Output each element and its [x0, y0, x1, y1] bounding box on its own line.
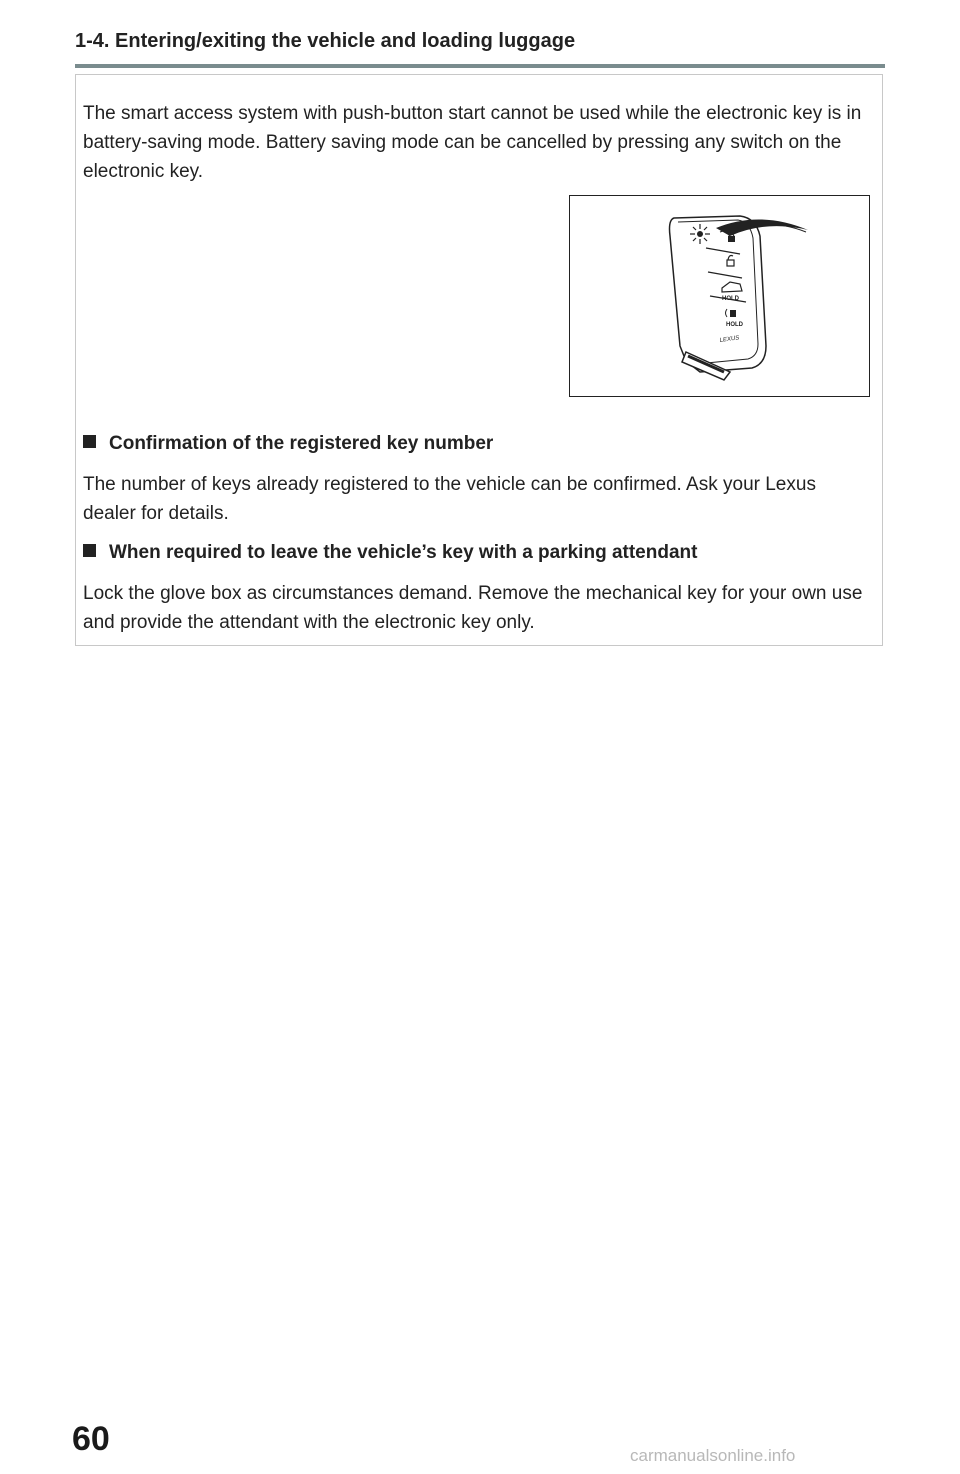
- electronic-key-figure: [569, 195, 870, 397]
- parking-attendant-paragraph: Lock the glove box as circumstances demand. Remove the mechanical key for your own use and provide the attendant with the electronic key only.: [83, 583, 863, 633]
- header-divider: [75, 64, 885, 68]
- subheading-registered-key-number: Confirmation of the registered key number: [83, 432, 873, 456]
- svg-text:LEXUS: LEXUS: [719, 335, 740, 344]
- subheading-parking-attendant: When required to leave the vehicle’s key with a parking attendant: [83, 541, 873, 565]
- battery-saving-paragraph: The smart access system with push-button start cannot be used while the electronic key is in battery-saving mode. Battery saving mode can be cancelled by pressing any switch on the electronic key.: [83, 103, 862, 182]
- svg-text:HOLD: HOLD: [722, 296, 739, 302]
- square-bullet-icon: [83, 544, 96, 557]
- electronic-key-icon: [570, 196, 868, 395]
- page-number: 60: [72, 1420, 110, 1458]
- section-title: 1-4. Entering/exiting the vehicle and loading luggage: [75, 30, 576, 52]
- square-bullet-icon: [83, 435, 96, 448]
- watermark: carmanualsonline.info: [630, 1446, 796, 1465]
- svg-text:HOLD: HOLD: [726, 322, 743, 328]
- registered-key-paragraph: The number of keys already registered to the vehicle can be confirmed. Ask your Lexus dealer for details.: [83, 474, 816, 524]
